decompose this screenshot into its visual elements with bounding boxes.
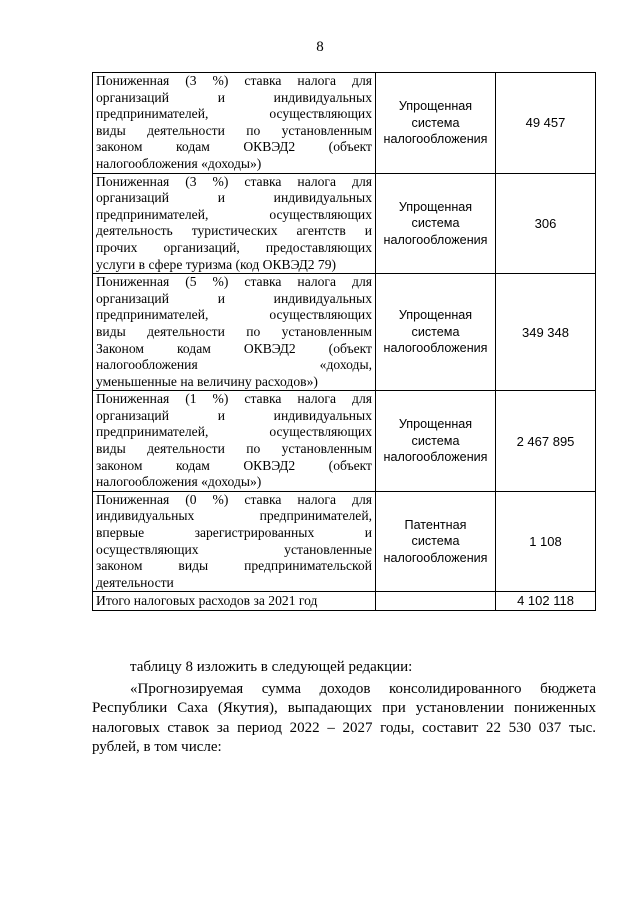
description-last-line: деятельности [96,574,174,590]
rate-description-cell [93,173,376,274]
total-regime-cell [376,592,496,611]
tax-regime-cell: Упрощенная система налогообложения [376,73,496,174]
paragraph-forecast: «Прогнозируемая сумма доходов консолидированного бюджета Республики Саха (Якутия), выпадающих при установлении пониженных налоговых ставок за период 2022 – 2027 годы, составит 22 530 037 тыс. рублей, в том числе: [92,680,596,756]
page-number: 8 [316,39,324,55]
description-line: организаций и индивидуальных [96,290,372,306]
description-line: деятельность туристических агентств и [96,223,372,239]
amount-cell: 49 457 [496,73,596,174]
description-line: впервые зарегистрированных и [96,525,372,541]
description-last-line: услуги в сфере туризма (код ОКВЭД2 79) [96,256,337,272]
paragraph-table-8: таблицу 8 изложить в следующей редакции: [130,659,413,675]
description-line: Пониженная (1 %) ставка налога для [96,391,372,407]
amount-cell: 2 467 895 [496,391,596,492]
tax-regime-cell: Упрощенная система налогообложения [376,173,496,274]
description-line: Пониженная (5 %) ставка налога для [96,274,372,290]
description-line: индивидуальных предпринимателей, [96,508,372,524]
rate-description-cell [93,73,376,174]
description-line: Пониженная (3 %) ставка налога для [96,73,372,88]
table-row [93,391,596,492]
tax-regime-cell: Упрощенная система налогообложения [376,274,496,391]
description-line: осуществляющих установленные [96,541,372,557]
total-amount: 4 102 118 [496,592,596,611]
description-last-line: налогообложения «доходы») [96,155,262,171]
amount-cell: 306 [496,173,596,274]
table-row [93,73,596,174]
description-line: организаций и индивидуальных [96,190,372,206]
tax-expenditure-table [92,72,596,611]
description-line: прочих организаций, предоставляющих [96,239,372,255]
description-line: виды деятельности по установленным [96,323,372,339]
description-line: предпринимателей, осуществляющих [96,424,372,440]
description-line: предпринимателей, осуществляющих [96,106,372,122]
amount-cell: 349 348 [496,274,596,391]
description-line: виды деятельности по установленным [96,122,372,138]
table-row [93,274,596,391]
rate-description-cell [93,491,376,592]
amount-cell: 1 108 [496,491,596,592]
description-line: организаций и индивидуальных [96,89,372,105]
tax-regime-cell: Патентная система налогообложения [376,491,496,592]
description-line: виды деятельности по установленным [96,441,372,457]
description-last-line: налогообложения «доходы») [96,474,262,490]
body-text [92,658,596,758]
description-line: Пониженная (0 %) ставка налога для [96,491,372,507]
rate-description-cell [93,391,376,492]
table-row [93,173,596,274]
description-line: организаций и индивидуальных [96,407,372,423]
description-line: Законом кодам ОКВЭД2 (объект [96,340,372,356]
rate-description-cell [93,274,376,391]
table-row [93,491,596,592]
total-label: Итого налоговых расходов за 2021 год [93,592,376,611]
description-line: предпринимателей, осуществляющих [96,307,372,323]
description-line: предпринимателей, осуществляющих [96,206,372,222]
description-line: налогообложения «доходы, [96,357,372,373]
total-row [93,592,596,611]
description-line: законом кодам ОКВЭД2 (объект [96,139,372,155]
tax-regime-cell: Упрощенная система налогообложения [376,391,496,492]
description-last-line: уменьшенные на величину расходов») [96,373,318,389]
description-line: Пониженная (3 %) ставка налога для [96,173,372,189]
description-line: законом виды предпринимательской [96,558,372,574]
description-line: законом кодам ОКВЭД2 (объект [96,457,372,473]
